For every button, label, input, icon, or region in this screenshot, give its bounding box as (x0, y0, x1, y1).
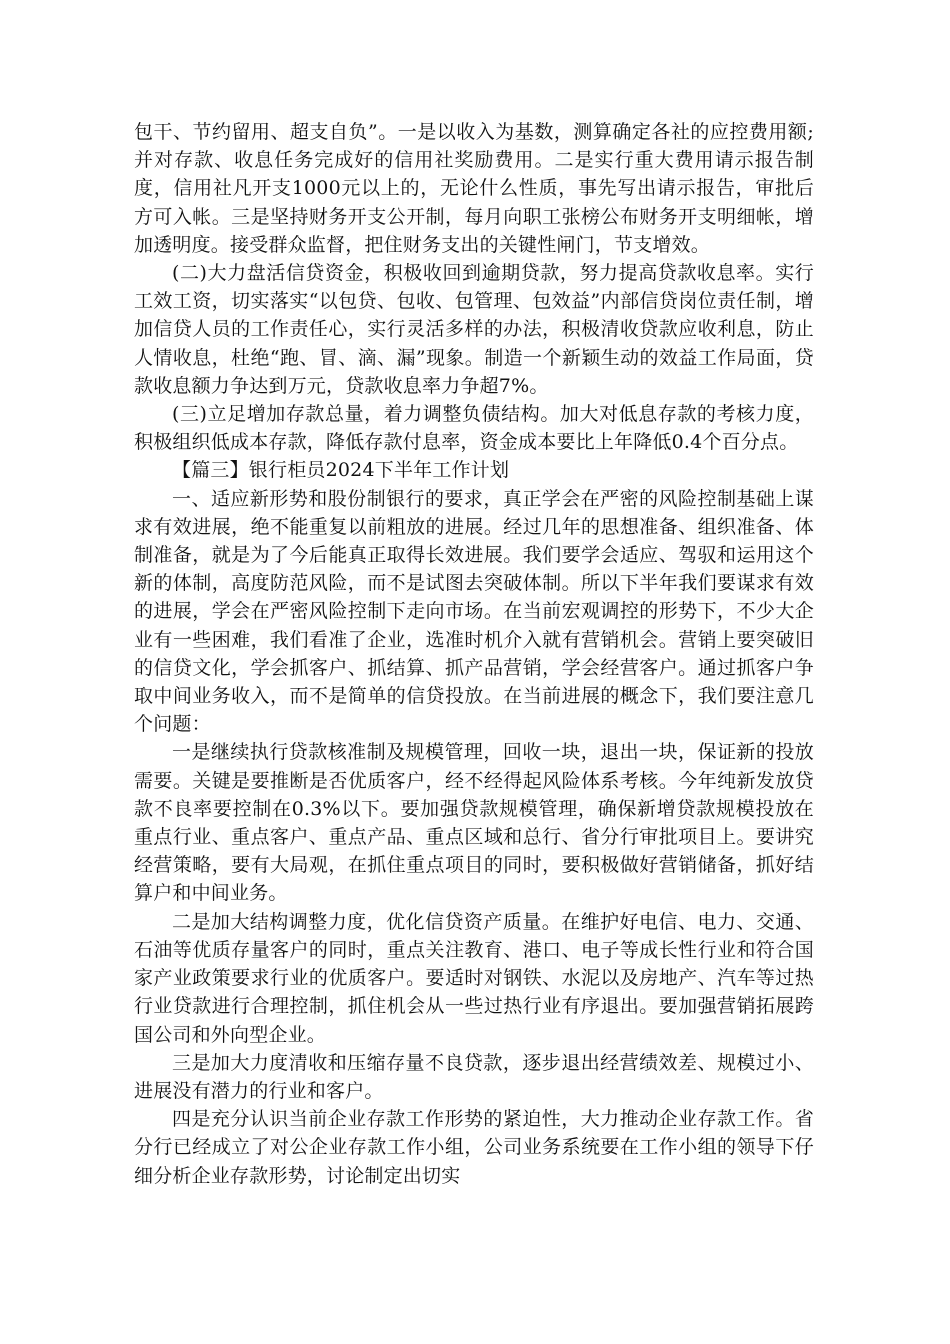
paragraph-6: 二是加大结构调整力度，优化信贷资产质量。在维护好电信、电力、交通、石油等优质存量客户的同时，重点关注教育、港口、电子等成长性行业和符合国家产业政策要求行业的优质客户。要适时对钢铁、水泥以及房地产、汽车等过热行业贷款进行合理控制，抓住机会从一些过热行业有序退出。要加强营销拓展跨国公司和外向型企业。 (134, 910, 814, 1046)
paragraph-7: 三是加大力度清收和压缩存量不良贷款，逐步退出经营绩效差、规模过小、进展没有潜力的行业和客户。 (134, 1051, 814, 1102)
paragraph-3: (三)立足增加存款总量，着力调整负债结构。加大对低息存款的考核力度，积极组织低成本存款，降低存款付息率，资金成本要比上年降低0.4个百分点。 (134, 403, 814, 454)
paragraph-4: 一、适应新形势和股份制银行的要求，真正学会在严密的风险控制基础上谋求有效进展，绝不能重复以前粗放的进展。经过几年的思想准备、组织准备、体制准备，就是为了今后能真正取得长效进展。我们要学会适应、驾驭和运用这个新的体制，高度防范风险，而不是试图去突破体制。所以下半年我们要谋求有效的进展，学会在严密风险控制下走向市场。在当前宏观调控的形势下，不少大企业有一些困难，我们看准了企业，选准时机介入就有营销机会。营销上要突破旧的信贷文化，学会抓客户、抓结算、抓产品营销，学会经营客户。通过抓客户争取中间业务收入，而不是简单的信贷投放。在当前进展的概念下，我们要注意几个问题： (134, 487, 814, 736)
paragraph-8: 四是充分认识当前企业存款工作形势的紧迫性，大力推动企业存款工作。省分行已经成立了对公企业存款工作小组，公司业务系统要在工作小组的领导下仔细分析企业存款形势，讨论制定出切实 (134, 1108, 814, 1187)
document-body (134, 118, 814, 1190)
section-heading: 【篇三】银行柜员2024下半年工作计划 (172, 459, 510, 482)
paragraph-5: 一是继续执行贷款核准制及规模管理，回收一块，退出一块，保证新的投放需要。关键是要推断是否优质客户，经不经得起风险体系考核。今年纯新发放贷款不良率要控制在0.3%以下。要加强贷款规模管理，确保新增贷款规模投放在重点行业、重点客户、重点产品、重点区域和总行、省分行审批项目上。要讲究经营策略，要有大局观，在抓住重点项目的同时，要积极做好营销储备，抓好结算户和中间业务。 (134, 741, 814, 905)
paragraph-2: (二)大力盘活信贷资金，积极收回到逾期贷款，努力提高贷款收息率。实行工效工资，切实落实“以包贷、包收、包管理、包效益”内部信贷岗位责任制，增加信贷人员的工作责任心，实行灵活多样的办法，积极清收贷款应收利息，防止人情收息，杜绝“跑、冒、滴、漏”现象。制造一个新颖生动的效益工作局面，贷款收息额力争达到万元，贷款收息率力争超7%。 (134, 262, 814, 397)
paragraph-1: 包干、节约留用、超支自负”。一是以收入为基数，测算确定各社的应控费用额;并对存款、收息任务完成好的信用社奖励费用。二是实行重大费用请示报告制度，信用社凡开支1000元以上的，无论什么性质，事先写出请示报告，审批后方可入帐。三是坚持财务开支公开制，每月向职工张榜公布财务开支明细帐，增加透明度。接受群众监督，把住财务支出的关键性闸门，节支增效。 (134, 121, 814, 256)
